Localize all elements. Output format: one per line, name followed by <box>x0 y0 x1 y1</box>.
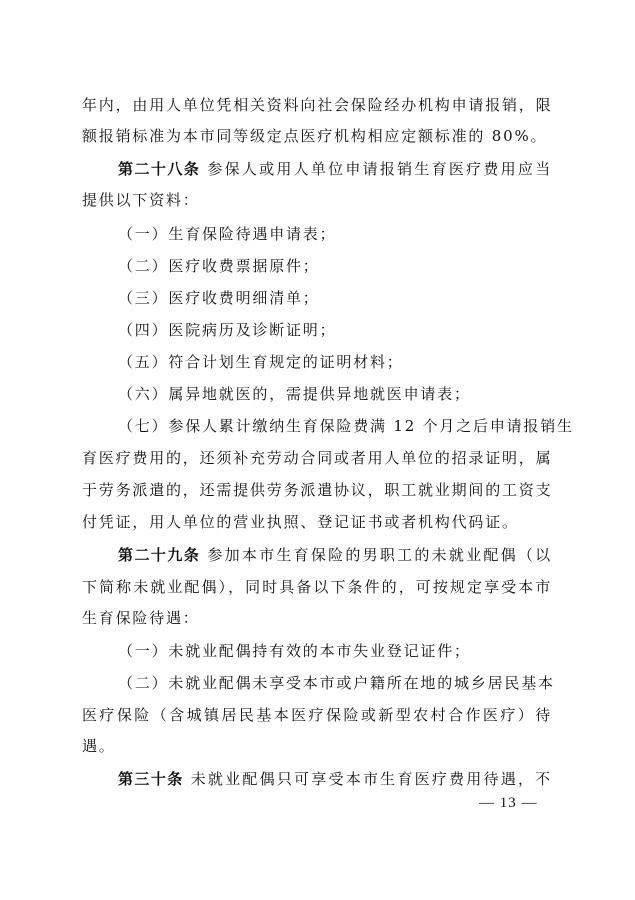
article-28-heading: 第二十八条 <box>118 160 201 178</box>
paragraph-line: 额报销标准为本市同等级定点医疗机构相应定额标准的 80%。 <box>82 127 548 145</box>
list-item: （一）生育保险待遇申请表； <box>118 225 337 243</box>
paragraph-line: 遇。 <box>82 737 116 755</box>
list-item: （六）属异地就医的，需提供异地就医申请表； <box>118 385 471 403</box>
list-item: （三）医疗收费明细清单； <box>118 289 320 307</box>
paragraph-line: 提供以下资料： <box>82 191 200 209</box>
paragraph-line: 医疗保险（含城镇居民基本医疗保险或新型农村合作医疗）待 <box>82 706 552 724</box>
article-28-text: 参保人或用人单位申请报销生育医疗费用应当 <box>207 160 552 178</box>
page-number: — 13 — <box>479 795 538 811</box>
article-30-line <box>118 769 552 789</box>
article-29-heading: 第二十九条 <box>118 546 201 564</box>
paragraph-line: 于劳务派遣的，还需提供劳务派遣协议，职工就业期间的工资支 <box>82 481 553 499</box>
list-item: （五）符合计划生育规定的证明材料； <box>118 353 404 371</box>
article-30-text: 未就业配偶只可享受本市生育医疗费用待遇，不 <box>190 770 552 788</box>
list-item: （一）未就业配偶持有效的本市失业登记证件； <box>118 642 471 660</box>
article-30-heading: 第三十条 <box>118 770 184 788</box>
list-item: （四）医院病历及诊断证明； <box>118 321 337 339</box>
article-28-line <box>118 159 552 179</box>
list-item: （二）医疗收费票据原件； <box>118 257 320 275</box>
paragraph-line: 育医疗费用的，还须补充劳动合同或者用人单位的招录证明，属 <box>82 449 553 467</box>
article-29-line <box>118 545 552 565</box>
paragraph-line: 生育保险待遇： <box>82 609 200 627</box>
paragraph-line: 下简称未就业配偶），同时具备以下条件的，可按规定享受本市 <box>82 578 552 596</box>
list-item: （七）参保人累计缴纳生育保险费满 12 个月之后申请报销生 <box>118 417 574 435</box>
paragraph-line: 付凭证，用人单位的营业执照、登记证书或者机构代码证。 <box>82 513 519 531</box>
list-item: （二）未就业配偶未享受本市或户籍所在地的城乡居民基本 <box>118 674 555 692</box>
article-29-text: 参加本市生育保险的男职工的未就业配偶（以 <box>207 546 552 564</box>
paragraph-line: 年内，由用人单位凭相关资料向社会保险经办机构申请报销，限 <box>82 96 553 114</box>
